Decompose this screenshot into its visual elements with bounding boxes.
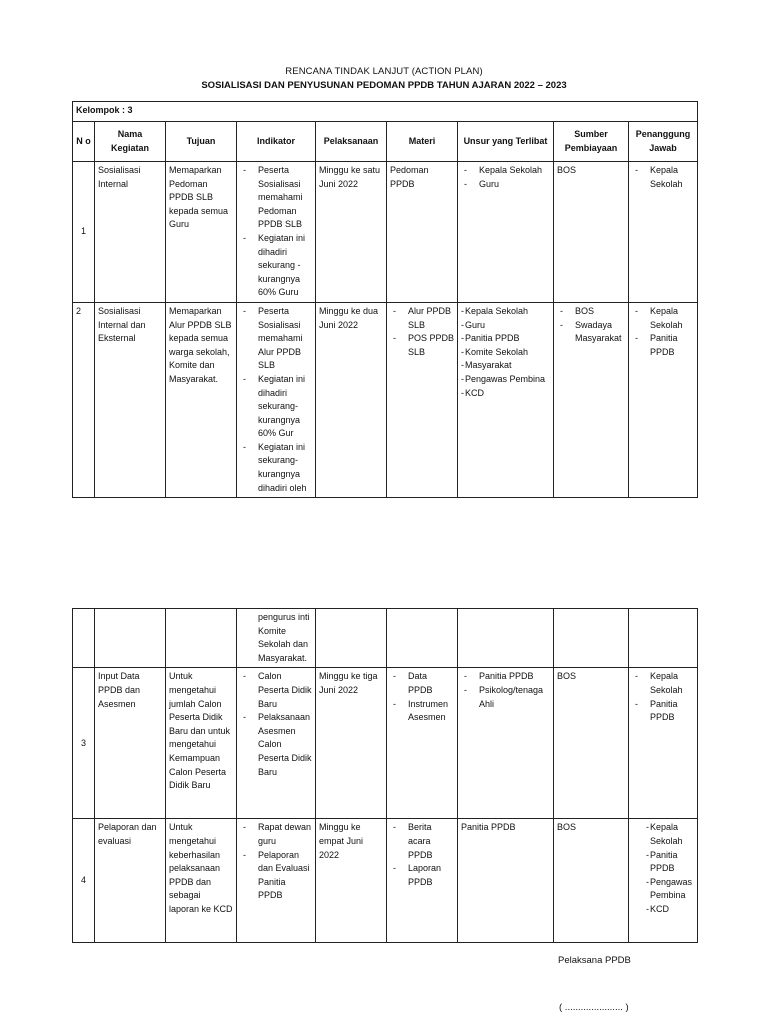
- responsible-item: - Panitia PPDB: [646, 849, 694, 876]
- row-number: 4: [73, 819, 95, 943]
- table-row-continuation: [73, 609, 698, 668]
- activity-participants: [458, 668, 554, 819]
- indicator-continuation: pengurus inti Komite Sekolah dan Masyarakat.: [237, 609, 316, 668]
- activity-participants: [458, 302, 554, 497]
- activity-indicators: [237, 819, 316, 943]
- participant-item: - Guru: [461, 178, 550, 192]
- indicator-item: - Pelaksanaan Asesmen Calon Peserta Didik Baru: [240, 711, 312, 779]
- activity-funding: [554, 302, 629, 497]
- empty-cell: [458, 609, 554, 668]
- empty-cell: [166, 609, 237, 668]
- activity-participants: Panitia PPDB: [458, 819, 554, 943]
- activity-schedule: Minggu ke satu Juni 2022: [316, 162, 387, 303]
- activity-schedule: Minggu ke empat Juni 2022: [316, 819, 387, 943]
- activity-schedule: Minggu ke dua Juni 2022: [316, 302, 387, 497]
- empty-cell: [316, 609, 387, 668]
- table-row: [73, 819, 698, 943]
- activity-goal: Untuk mengetahui jumlah Calon Peserta Didik Baru dan untuk mengetahui Kemampuan Calon Peserta Didik Baru: [166, 668, 237, 819]
- participant-item: - Kepala Sekolah: [461, 305, 550, 319]
- row-number: 1: [73, 162, 95, 303]
- row-number: 2: [73, 302, 95, 497]
- activity-responsible: [629, 668, 698, 819]
- material-item: - Laporan PPDB: [390, 862, 454, 889]
- header-materi: Materi: [387, 122, 458, 162]
- header-sumber: Sumber Pembiayaan: [554, 122, 629, 162]
- participant-item: - Kepala Sekolah: [461, 164, 550, 178]
- activity-goal: Untuk mengetahui keberhasilan pelaksanaan PPDB dan sebagai laporan ke KCD: [166, 819, 237, 943]
- header-tujuan: Tujuan: [166, 122, 237, 162]
- participant-item: - Masyarakat: [461, 359, 550, 373]
- funding-item: - Swadaya Masyarakat: [557, 319, 625, 346]
- material-item: - Alur PPDB SLB: [390, 305, 454, 332]
- participant-item: - KCD: [461, 387, 550, 401]
- activity-responsible: [629, 162, 698, 303]
- activity-funding: BOS: [554, 668, 629, 819]
- action-plan-table: [72, 101, 698, 498]
- activity-funding: BOS: [554, 162, 629, 303]
- responsible-item: - Panitia PPDB: [632, 332, 694, 359]
- activity-indicators: [237, 302, 316, 497]
- indicator-item: - Rapat dewan guru: [240, 821, 312, 848]
- participant-item: - Komite Sekolah: [461, 346, 550, 360]
- activity-responsible: [629, 302, 698, 497]
- empty-cell: [73, 609, 95, 668]
- participant-item: - Panitia PPDB: [461, 670, 550, 684]
- indicator-item: - Kegiatan ini dihadiri sekurang - kurangnya 60% Guru: [240, 232, 312, 300]
- signature-label: Pelaksana PPDB: [558, 955, 631, 966]
- participant-item: - Guru: [461, 319, 550, 333]
- material-item: - Instrumen Asesmen: [390, 698, 454, 725]
- activity-name: Input Data PPDB dan Asesmen: [95, 668, 166, 819]
- indicator-item: - Kegiatan ini dihadiri sekurang-kurangnya 60% Gur: [240, 373, 312, 441]
- material-item: - Data PPDB: [390, 670, 454, 697]
- participant-item: - Panitia PPDB: [461, 332, 550, 346]
- empty-cell: [554, 609, 629, 668]
- activity-goal: Memaparkan Pedoman PPDB SLB kepada semua Guru: [166, 162, 237, 303]
- indicator-item: - Calon Peserta Didik Baru: [240, 670, 312, 711]
- activity-funding: BOS: [554, 819, 629, 943]
- header-penanggung-jawab: Penanggung Jawab: [629, 122, 698, 162]
- activity-goal: Memaparkan Alur PPDB SLB kepada semua warga sekolah, Komite dan Masyarakat.: [166, 302, 237, 497]
- funding-item: - BOS: [557, 305, 625, 319]
- material-item: - Berita acara PPDB: [390, 821, 454, 862]
- indicator-item: - Peserta Sosialisasi memahami Alur PPDB SLB: [240, 305, 312, 373]
- empty-cell: [387, 609, 458, 668]
- activity-material: [387, 668, 458, 819]
- row-number: 3: [73, 668, 95, 819]
- document-title: RENCANA TINDAK LANJUT (ACTION PLAN): [285, 66, 483, 77]
- activity-name: Sosialisasi Internal dan Eksternal: [95, 302, 166, 497]
- activity-responsible: [629, 819, 698, 943]
- activity-schedule: Minggu ke tiga Juni 2022: [316, 668, 387, 819]
- participant-item: - Pengawas Pembina: [461, 373, 550, 387]
- activity-name: Sosialisasi Internal: [95, 162, 166, 303]
- activity-material: [387, 302, 458, 497]
- table-row: [73, 668, 698, 819]
- header-nama: Nama Kegiatan: [95, 122, 166, 162]
- header-indikator: Indikator: [237, 122, 316, 162]
- header-unsur: Unsur yang Terlibat: [458, 122, 554, 162]
- header-pelaksanaan: Pelaksanaan: [316, 122, 387, 162]
- action-plan-table-continued: [72, 608, 698, 943]
- responsible-item: - Kepala Sekolah: [632, 670, 694, 697]
- document-subtitle: SOSIALISASI DAN PENYUSUNAN PEDOMAN PPDB TAHUN AJARAN 2022 – 2023: [201, 80, 567, 91]
- activity-indicators: [237, 162, 316, 303]
- table-row: [73, 162, 698, 303]
- indicator-item: - Peserta Sosialisasi memahami Pedoman PPDB SLB: [240, 164, 312, 232]
- responsible-item: - KCD: [646, 903, 694, 917]
- activity-material: [387, 819, 458, 943]
- empty-cell: [95, 609, 166, 668]
- activity-material: Pedoman PPDB: [387, 162, 458, 303]
- responsible-item: - Pengawas Pembina: [646, 876, 694, 903]
- activity-name: Pelaporan dan evaluasi: [95, 819, 166, 943]
- responsible-item: - Panitia PPDB: [632, 698, 694, 725]
- header-no: N o: [73, 122, 95, 162]
- indicator-item: - Pelaporan dan Evaluasi Panitia PPDB: [240, 849, 312, 903]
- header-row: [73, 122, 698, 162]
- responsible-item: - Kepala Sekolah: [632, 164, 694, 191]
- empty-cell: [629, 609, 698, 668]
- group-label: Kelompok : 3: [73, 102, 698, 122]
- material-item: - POS PPDB SLB: [390, 332, 454, 359]
- activity-participants: [458, 162, 554, 303]
- signature-line: ( ...................... ): [559, 1002, 629, 1013]
- participant-item: - Psikolog/tenaga Ahli: [461, 684, 550, 711]
- indicator-item: - Kegiatan ini sekurang-kurangnya dihadiri oleh: [240, 441, 312, 495]
- responsible-item: - Kepala Sekolah: [632, 305, 694, 332]
- table-row: [73, 302, 698, 497]
- activity-indicators: [237, 668, 316, 819]
- responsible-item: - Kepala Sekolah: [646, 821, 694, 848]
